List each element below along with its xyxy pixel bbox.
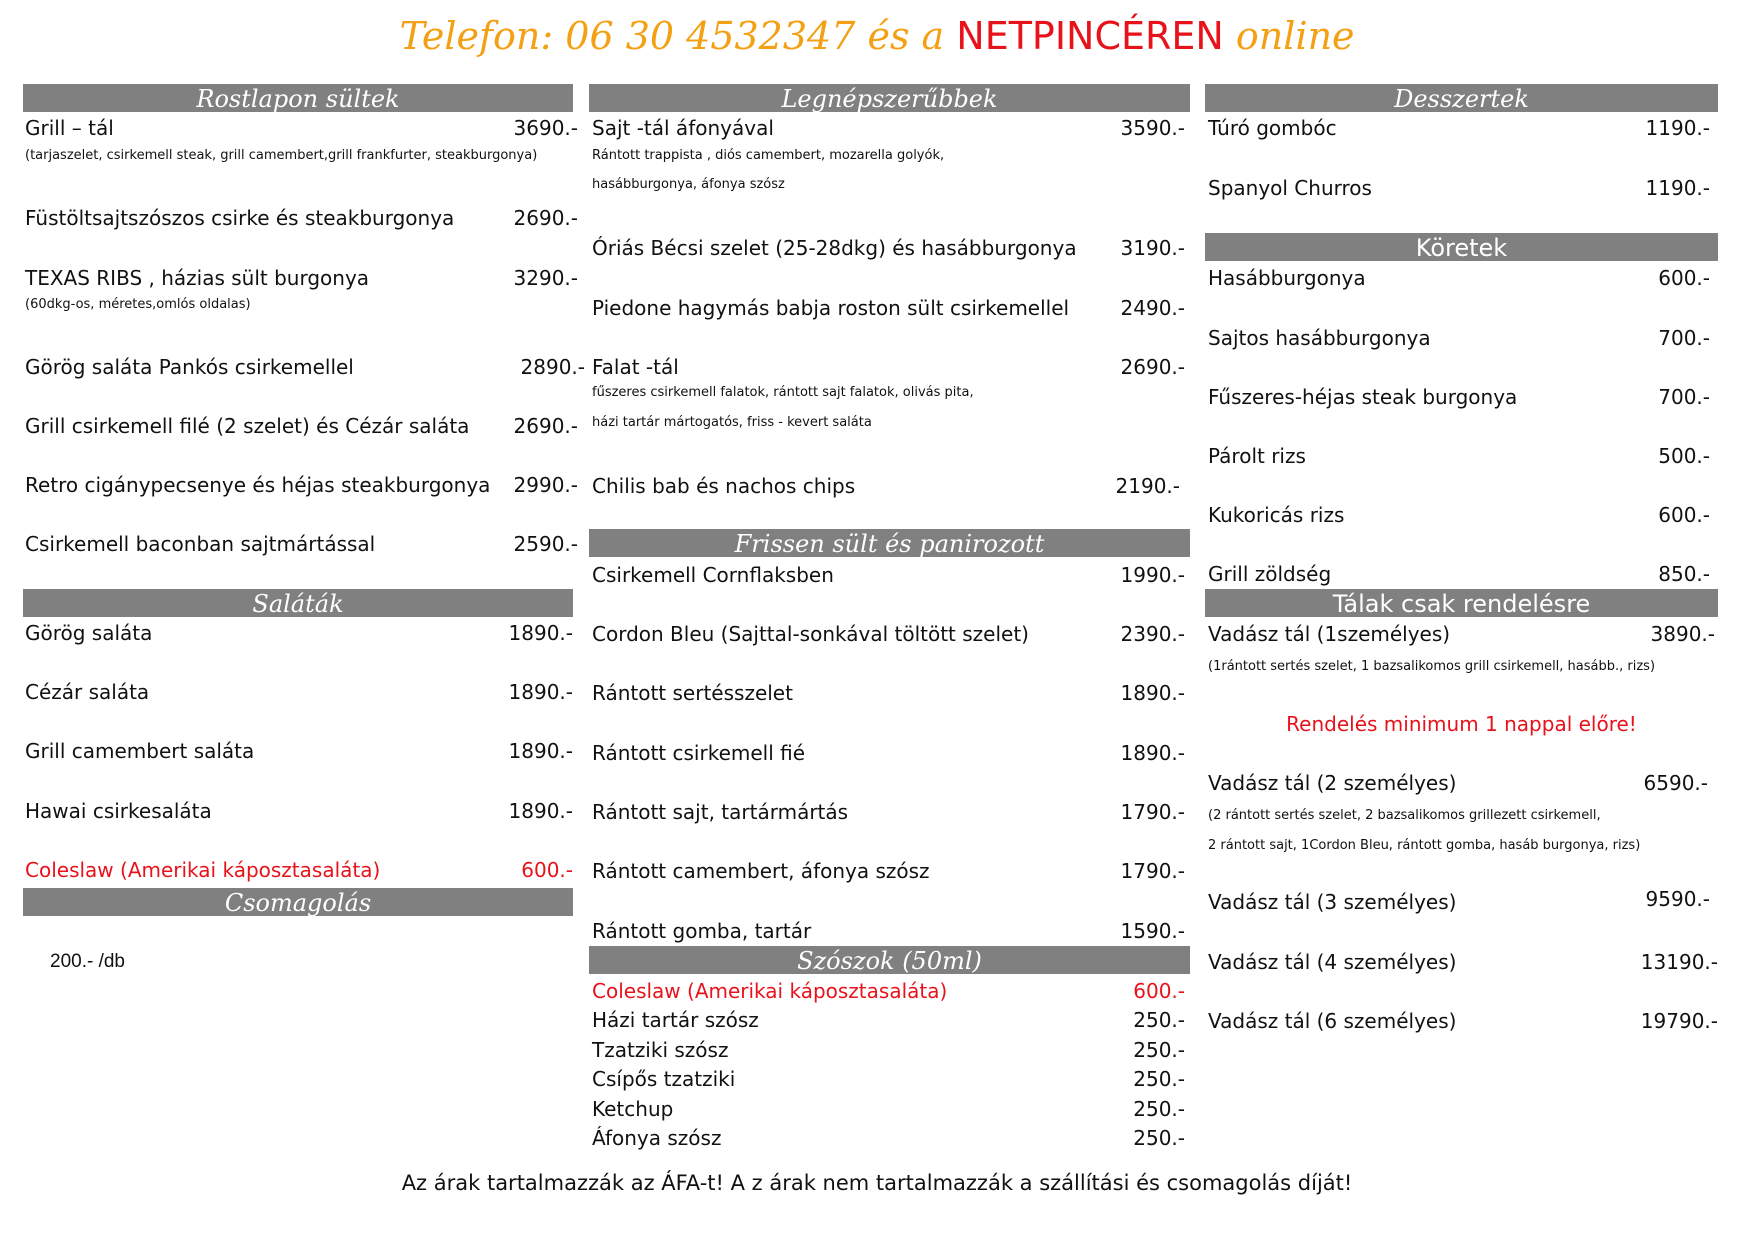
- netpinceren-text: NETPINCÉREN: [956, 14, 1224, 58]
- item-price: 250.-: [1133, 1097, 1185, 1121]
- item-price: 2390.-: [1120, 622, 1185, 646]
- section-header-frissen: Frissen sült és panirozott: [589, 529, 1190, 557]
- item-name: Rántott gomba, tartár: [592, 919, 812, 943]
- item-price: 3290.-: [513, 266, 578, 290]
- item-price: 1790.-: [1120, 800, 1185, 824]
- item-description: (1rántott sertés szelet, 1 bazsalikomos grill csirkemell, hasább., rizs): [1208, 659, 1656, 674]
- item-price: 19790.-: [1640, 1009, 1718, 1033]
- item-name: Óriás Bécsi szelet (25-28dkg) és hasábburgonya: [592, 236, 1077, 260]
- item-name: Grill zöldség: [1208, 562, 1332, 586]
- item-price: 3890.-: [1650, 622, 1715, 646]
- item-description: hasábburgonya, áfonya szósz: [592, 177, 785, 192]
- item-price: 700.-: [1658, 385, 1710, 409]
- section-header-koretek: Köretek: [1205, 233, 1718, 261]
- item-name: Vadász tál (3 személyes): [1208, 890, 1457, 914]
- item-name: Piedone hagymás babja roston sült csirkemellel: [592, 296, 1070, 320]
- section-header-talak: Tálak csak rendelésre: [1205, 589, 1718, 617]
- item-name: Grill camembert saláta: [25, 739, 255, 763]
- item-name: Füstöltsajtszószos csirke és steakburgonya: [25, 206, 455, 230]
- item-price: 250.-: [1133, 1126, 1185, 1150]
- item-name: TEXAS RIBS , házias sült burgonya: [25, 266, 370, 290]
- item-price: 13190.-: [1640, 950, 1718, 974]
- item-name: Sajt -tál áfonyával: [592, 116, 774, 140]
- item-price: 1890.-: [508, 739, 573, 763]
- item-name: Csirkemell Cornflaksben: [592, 563, 834, 587]
- item-name: Coleslaw (Amerikai káposztasaláta): [25, 858, 381, 882]
- item-name: Retro cigánypecsenye és héjas steakburgonya: [25, 473, 491, 497]
- item-price: 2890.-: [520, 355, 585, 379]
- item-name: Vadász tál (6 személyes): [1208, 1009, 1457, 1033]
- item-name: Vadász tál (4 személyes): [1208, 950, 1457, 974]
- item-name: Vadász tál (2 személyes): [1208, 771, 1457, 795]
- phone-header: [0, 14, 1754, 58]
- item-description: (2 rántott sertés szelet, 2 bazsalikomos grillezett csirkemell,: [1208, 808, 1601, 823]
- item-price: 1890.-: [1120, 681, 1185, 705]
- item-name: Rántott csirkemell fié: [592, 741, 806, 765]
- item-price: 1890.-: [508, 680, 573, 704]
- item-name: Hasábburgonya: [1208, 266, 1366, 290]
- section-header-szoszok: Szószok (50ml): [589, 946, 1190, 974]
- item-price: 2690.-: [513, 414, 578, 438]
- item-price: 600.-: [1658, 503, 1710, 527]
- item-name: Rántott camembert, áfonya szósz: [592, 859, 930, 883]
- item-price: 2690.-: [513, 206, 578, 230]
- item-price: 3590.-: [1120, 116, 1185, 140]
- item-name: Csípős tzatziki: [592, 1067, 736, 1091]
- item-price: 1890.-: [508, 621, 573, 645]
- item-price: 2190.-: [1115, 474, 1180, 498]
- item-price: 700.-: [1658, 326, 1710, 350]
- item-price: 1190.-: [1645, 176, 1710, 200]
- section-header-csomagolas: Csomagolás: [23, 888, 573, 916]
- item-description: (tarjaszelet, csirkemell steak, grill camembert,grill frankfurter, steakburgonya): [25, 148, 538, 163]
- item-price: 1890.-: [1120, 741, 1185, 765]
- item-price: 1790.-: [1120, 859, 1185, 883]
- item-price: 1990.-: [1120, 563, 1185, 587]
- item-price: 1590.-: [1120, 919, 1185, 943]
- section-header-salatak: Saláták: [23, 589, 573, 617]
- item-name: Görög saláta Pankós csirkemellel: [25, 355, 354, 379]
- item-name: Hawai csirkesaláta: [25, 799, 212, 823]
- item-name: Grill csirkemell filé (2 szelet) és Cézár saláta: [25, 414, 470, 438]
- item-name: Tzatziki szósz: [592, 1038, 729, 1062]
- item-price: 600.-: [1658, 266, 1710, 290]
- item-price: 600.-: [521, 858, 573, 882]
- online-text: online: [1223, 14, 1355, 58]
- item-name: Coleslaw (Amerikai káposztasaláta): [592, 979, 948, 1003]
- item-name: Túró gombóc: [1208, 116, 1337, 140]
- packaging-price: 200.- /db: [50, 951, 125, 972]
- section-header-legnepszerubbek: Legnépszerűbbek: [589, 84, 1190, 112]
- order-notice: Rendelés minimum 1 nappal előre!: [1286, 712, 1637, 736]
- item-description: fűszeres csirkemell falatok, rántott sajt falatok, olivás pita,: [592, 385, 974, 400]
- item-name: Rántott sajt, tartármártás: [592, 800, 849, 824]
- item-price: 2590.-: [513, 532, 578, 556]
- item-name: Áfonya szósz: [592, 1126, 722, 1150]
- item-price: 3190.-: [1120, 236, 1185, 260]
- item-name: Rántott sertésszelet: [592, 681, 793, 705]
- item-name: Spanyol Churros: [1208, 176, 1372, 200]
- item-description: 2 rántott sajt, 1Cordon Bleu, rántott gomba, hasáb burgonya, rizs): [1208, 838, 1641, 853]
- item-price: 2490.-: [1120, 296, 1185, 320]
- item-price: 250.-: [1133, 1038, 1185, 1062]
- item-price: 1890.-: [508, 799, 573, 823]
- item-name: Párolt rizs: [1208, 444, 1306, 468]
- item-price: 600.-: [1133, 979, 1185, 1003]
- item-price: 2690.-: [1120, 355, 1185, 379]
- item-description: Rántott trappista , diós camembert, mozarella golyók,: [592, 148, 945, 163]
- item-description: házi tartár mártogatós, friss - kevert saláta: [592, 415, 872, 430]
- item-name: Ketchup: [592, 1097, 674, 1121]
- phone-text: Telefon: 06 30 4532347 és a: [399, 14, 957, 58]
- item-description: (60dkg-os, méretes,omlós oldalas): [25, 297, 251, 312]
- item-name: Cézár saláta: [25, 680, 150, 704]
- item-price: 1190.-: [1645, 116, 1710, 140]
- item-price: 6590.-: [1643, 771, 1708, 795]
- item-price: 250.-: [1133, 1008, 1185, 1032]
- item-price: 2990.-: [513, 473, 578, 497]
- item-price: 9590.-: [1645, 887, 1710, 911]
- item-price: 500.-: [1658, 444, 1710, 468]
- item-price: 250.-: [1133, 1067, 1185, 1091]
- section-header-desszertek: Desszertek: [1205, 84, 1718, 112]
- item-name: Csirkemell baconban sajtmártással: [25, 532, 376, 556]
- item-price: 3690.-: [513, 116, 578, 140]
- item-name: Házi tartár szósz: [592, 1008, 759, 1032]
- item-name: Fűszeres-héjas steak burgonya: [1208, 385, 1518, 409]
- item-name: Cordon Bleu (Sajttal-sonkával töltött szelet): [592, 622, 1029, 646]
- vat-footer-note: Az árak tartalmazzák az ÁFA-t! A z árak nem tartalmazzák a szállítási és csomagolás díját!: [401, 1171, 1353, 1195]
- item-name: Vadász tál (1személyes): [1208, 622, 1451, 646]
- item-name: Görög saláta: [25, 621, 153, 645]
- section-header-rostlapon: Rostlapon sültek: [23, 84, 573, 112]
- item-name: Chilis bab és nachos chips: [592, 474, 856, 498]
- item-name: Grill – tál: [25, 116, 114, 140]
- item-name: Falat -tál: [592, 355, 679, 379]
- item-price: 850.-: [1658, 562, 1710, 586]
- item-name: Sajtos hasábburgonya: [1208, 326, 1431, 350]
- item-name: Kukoricás rizs: [1208, 503, 1345, 527]
